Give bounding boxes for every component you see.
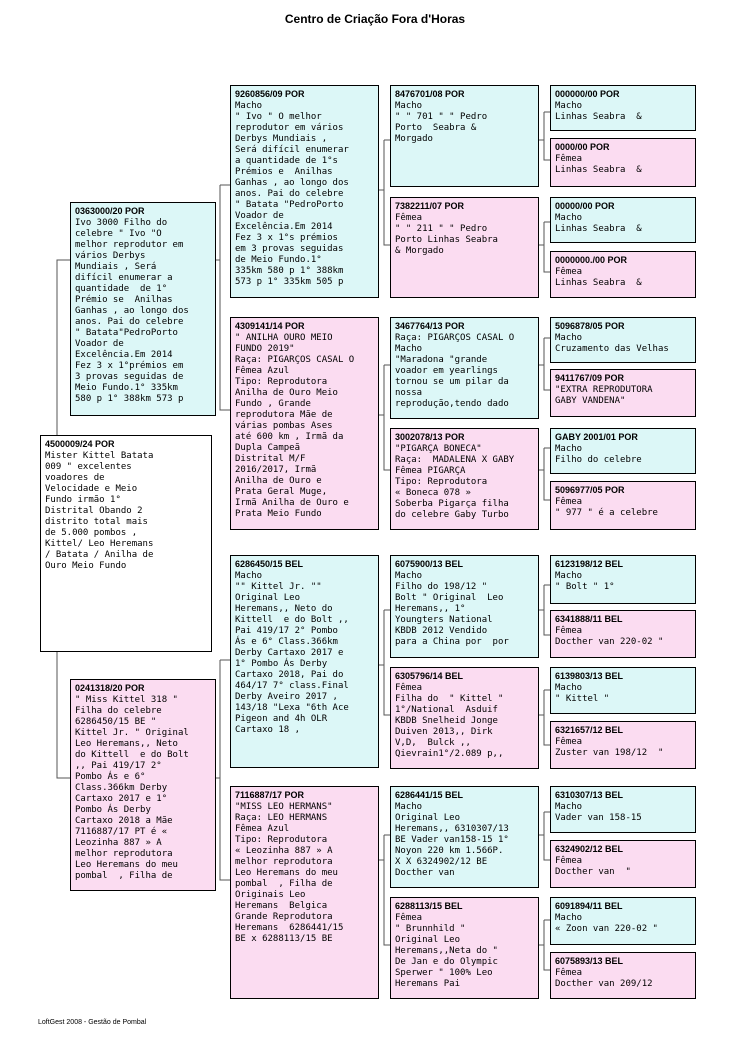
bird-description: Macho " " 701 " " Pedro Porto Seabra & Morgado (395, 101, 488, 144)
bird-description: Raça: PIGARÇOS CASAL O Macho "Maradona "grande voador em yearlings tornou se um pilar da nossa reprodução,tendo dado (395, 333, 515, 409)
ring-number: 6341888/11 BEL (555, 614, 623, 624)
ring-number: 4500009/24 POR (45, 439, 115, 449)
pedigree-box-dsss[interactable] (550, 555, 696, 604)
ring-number: 7116887/17 POR (235, 790, 305, 800)
bird-description: Macho Filho do 198/12 " Bolt " Original Leo Heremans,, 1° Youngters National KBDB 2012 Vendido para a China por por (395, 571, 509, 647)
bird-description: Macho Linhas Seabra & (555, 101, 642, 122)
connector-sdd (539, 448, 550, 500)
ring-number: 9411767/09 POR (555, 373, 625, 383)
ring-number: 6310307/13 BEL (555, 790, 624, 800)
pedigree-box-dsd[interactable] (390, 667, 539, 769)
pedigree-box-dd[interactable] (230, 786, 379, 999)
ring-number: 6286441/15 BEL (395, 790, 464, 800)
pedigree-box-sd[interactable] (230, 317, 379, 530)
ring-number: 3002078/13 POR (395, 432, 465, 442)
pedigree-box-ddss[interactable] (550, 786, 696, 833)
pedigree-box-root[interactable] (40, 435, 212, 652)
bird-description: "MISS LEO HERMANS" Raça: LEO HERMANS Fêmea Azul Tipo: Reprodutora « Leozinha 887 » A melhor reprodutora Leo Heremans do meu pombal , Filha de Originais Leo Heremans Belgica Grande Reprodutora Heremans 6286441/15 BE x 6288113/15 BE (235, 802, 344, 944)
bird-description: Fêmea " Brunnhild " Original Leo Heremans,,Neta do " De Jan e do Olympic Sperwer " 100% Leo Heremans Pai (395, 913, 498, 989)
pedigree-box-sssd[interactable] (550, 138, 696, 187)
pedigree-box-ssdd[interactable] (550, 251, 696, 298)
connector-ss (378, 140, 390, 245)
bird-description: Fêmea " 977 " é a celebre (555, 497, 658, 518)
ring-number: 6075893/13 BEL (555, 956, 624, 966)
connector-ds (378, 610, 390, 715)
pedigree-box-sds[interactable] (390, 317, 539, 419)
bird-description: Macho Filho do celebre (555, 444, 642, 465)
ring-number: 6321657/12 BEL (555, 725, 624, 735)
bird-description: Fêmea Filha do " Kittel " 1°/National Asduif KBDB Snelheid Jonge Duiven 2013,, Dirk V,D, Bulck ,, Qievrain1°/2.089 p,, (395, 683, 504, 759)
pedigree-box-ddd[interactable] (390, 897, 539, 999)
pedigree-box-ss[interactable] (230, 85, 379, 298)
bird-description: Macho " Ivo " O melhor reprodutor em vários Derbys Mundiais , Será difícil enumerar a quantidade de 1°s Prémios e Anilhas Ganhas , ao longo dos anos. Pai do celebre " Batata "PedroPorto Voador de Excelência.Em 2014 Fez 3 x 1°s prémios em 3 provas seguidas de Meio Fundo.1° 335km 580 p 1° 388km 573 p 1° 335km 505 p (235, 101, 349, 287)
connector-ddd (539, 920, 550, 970)
connector-sd (378, 365, 390, 470)
pedigree-box-dsds[interactable] (550, 667, 696, 714)
pedigree-box-dss[interactable] (390, 555, 539, 658)
bird-description: Macho Cruzamento das Velhas (555, 333, 669, 354)
footer-credit: LoftGest 2008 - Gestão de Pombal (38, 1019, 147, 1026)
bird-description: Fêmea Linhas Seabra & (555, 154, 642, 175)
bird-description: Macho " Bolt " 1° (555, 571, 615, 592)
pedigree-box-ssds[interactable] (550, 197, 696, 243)
bird-description: Fêmea Docther van " (555, 856, 631, 877)
bird-description: Fêmea Docther van 209/12 (555, 968, 653, 989)
ring-number: 00000/00 POR (555, 201, 615, 211)
ring-number: 4309141/14 POR (235, 321, 305, 331)
ring-number: 6091894/11 BEL (555, 901, 623, 911)
ring-number: 8476701/08 POR (395, 89, 465, 99)
pedigree-box-sdds[interactable] (550, 428, 696, 474)
pedigree-box-sdss[interactable] (550, 317, 696, 363)
ring-number: 6075900/13 BEL (395, 559, 464, 569)
ring-number: 6288113/15 BEL (395, 901, 463, 911)
bird-description: Macho " Kittel " (555, 683, 610, 704)
pedigree-box-sdsd[interactable] (550, 369, 696, 417)
pedigree-box-dds[interactable] (390, 786, 539, 888)
pedigree-box-dsdd[interactable] (550, 721, 696, 769)
ring-number: 000000/00 POR (555, 89, 620, 99)
pedigree-box-sss[interactable] (390, 85, 539, 187)
ring-number: GABY 2001/01 POR (555, 432, 638, 442)
bird-description: "PIGARÇA BONECA" Raça: MADALENA X GABY Fêmea PIGARÇA Tipo: Reprodutora « Boneca 078 » Soberba Pigarça filha do celebre Gaby Turbo (395, 444, 515, 520)
ring-number: 5096878/05 POR (555, 321, 625, 331)
bird-description: Fêmea " " 211 " " Pedro Porto Linhas Seabra & Morgado (395, 213, 498, 256)
pedigree-box-dddd[interactable] (550, 952, 696, 999)
connector-dd (378, 835, 390, 945)
bird-description: Macho « Zoon van 220-02 " (555, 913, 658, 934)
pedigree-box-ddsd[interactable] (550, 840, 696, 888)
connector-ssd (539, 222, 550, 272)
page-title: Centro de Criação Fora d'Horas (284, 12, 466, 26)
ring-number: 0000000./00 POR (555, 255, 628, 265)
bird-description: Macho "" Kittel Jr. "" Original Leo Heremans,, Neto do Kittell e do Bolt ,, Pai 419/17 2° Pombo Ás e 6° Class.366km Derby Cartaxo 2017 e 1° Pombo Ás Derby Cartaxo 2018, Pai do 464/17 7° class.Final Derby Aveiro 2017 , 143/18 "Lexa "6th Ace Pigeon and 4h OLR Cartaxo 18 , (235, 571, 349, 735)
connector-dsd (539, 690, 550, 745)
ring-number: 6123198/12 BEL (555, 559, 624, 569)
ring-number: 3467764/13 POR (395, 321, 465, 331)
bird-description: Fêmea Docther van 220-02 " (555, 626, 664, 647)
connector-sss (539, 112, 550, 160)
ring-number: 0000/00 POR (555, 142, 610, 152)
bird-description: Macho Vader van 158-15 (555, 802, 642, 823)
pedigree-box-ssss[interactable] (550, 85, 696, 131)
ring-number: 6305796/14 BEL (395, 671, 464, 681)
pedigree-box-sire[interactable] (70, 202, 216, 416)
connector-dam (215, 660, 230, 880)
ring-number: 7382211/07 POR (395, 201, 465, 211)
bird-description: Macho Original Leo Heremans,, 6310307/13 BE Vader van158-15 1° Noyon 220 km 1.566P. X X 6324902/12 BE Docther van (395, 802, 509, 878)
bird-description: Mister Kittel Batata 009 " excelentes voadores de Velocidade e Meio Fundo irmão 1° Distrital Obando 2 distrito total mais de 5.000 pombos , Kittel/ Leo Heremans / Batata / Anilha de Ouro Meio Fundo (45, 451, 154, 571)
pedigree-box-ds[interactable] (230, 555, 379, 768)
connector-dss (539, 585, 550, 635)
bird-description: Ivo 3000 Filho do celebre " Ivo "O melhor reprodutor em vários Derbys Mundiais , Será difícil enumerar a quantidade de 1° Prémio se Anilhas Ganhas , ao longo dos anos. Pai do celebre " Batata"PedroPorto Voador de Excelência.Em 2014 Fez 3 x 1°prémios em 3 provas seguidas de Meio Fundo.1° 335km 580 p 1° 388km 573 p (75, 218, 189, 404)
pedigree-box-ssd[interactable] (390, 197, 539, 298)
connector-dds (539, 812, 550, 860)
ring-number: 0363000/20 POR (75, 206, 145, 216)
ring-number: 9260856/09 POR (235, 89, 305, 99)
connector-sire (215, 185, 230, 410)
pedigree-box-sdd[interactable] (390, 428, 539, 530)
bird-description: Macho Linhas Seabra & (555, 213, 642, 234)
pedigree-box-ddds[interactable] (550, 897, 696, 945)
ring-number: 6286450/15 BEL (235, 559, 304, 569)
ring-number: 5096977/05 POR (555, 485, 625, 495)
pedigree-box-dssd[interactable] (550, 610, 696, 658)
ring-number: 0241318/20 POR (75, 683, 145, 693)
bird-description: "EXTRA REPRODUTORA GABY VANDENA" (555, 385, 653, 406)
bird-description: " Miss Kittel 318 " Filha do celebre 6286450/15 BE " Kittel Jr. " Original Leo Heremans,, Neto do Kittell e do Bolt ,, Pai 419/17 2° Pombo Ás e 6° Class.366km Derby Cartaxo 2017 e 1° Pombo Ás Derby Cartaxo 2018 a Mãe 7116887/17 PT é « Leozinha 887 » A melhor reprodutora Leo Heremans do meu pombal , Filha de (75, 695, 189, 881)
connector-sds (539, 338, 550, 390)
pedigree-box-dam[interactable] (70, 679, 216, 891)
pedigree-box-sddd[interactable] (550, 481, 696, 530)
ring-number: 6324902/12 BEL (555, 844, 624, 854)
ring-number: 6139803/13 BEL (555, 671, 624, 681)
bird-description: Fêmea Zuster van 198/12 " (555, 737, 664, 758)
bird-description: " ANILHA OURO MEIO FUNDO 2019" Raça: PIGARÇOS CASAL O Fêmea Azul Tipo: Reprodutora Anilha de Ouro Meio Fundo , Grande reprodutora Mãe de várias pombas Ases até 600 km , Irmã da Dupla Campeã Distrital M/F 2016/2017, Irmã Anilha de Ouro e Prata Geral Muge, Irmã Anilha de Ouro e Prata Meio Fundo (235, 333, 355, 519)
bird-description: Fêmea Linhas Seabra & (555, 267, 642, 288)
